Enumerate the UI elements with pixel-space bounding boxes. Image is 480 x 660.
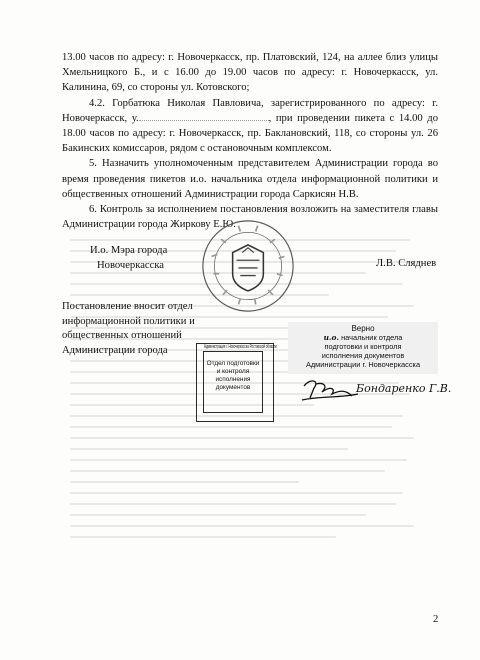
certification-role: начальник отдела (341, 333, 403, 342)
handwritten-signature-icon (300, 374, 360, 404)
certification-line-3: исполнения документов (321, 351, 405, 360)
stamp-center-text: Отдел подготовки и контроля исполнения документов (206, 360, 260, 391)
page-number: 2 (433, 614, 439, 625)
paragraph-2-end: , при проведении пикета с 14.00 до 18.00 часов по адресу: г. Новочеркасск, пр. Баклановский, 118, со стороны ул. 26 Бакинских комиссаров, рядом с остановочным комплексом. (62, 112, 438, 155)
paragraph-4: 6. Контроль за исполнением постановления возложить на заместителя главы Администрации города Жиркову Е.Ю. (62, 204, 438, 231)
certification-line-1 (288, 333, 438, 342)
certification-line-4: Администрации г. Новочеркасска (305, 360, 421, 369)
signatory-name: Л.В. Сляднев (376, 258, 437, 269)
signatory-title (90, 243, 167, 273)
body-text (62, 50, 438, 232)
certification-title: Верно (351, 324, 375, 333)
certification-box (288, 322, 438, 374)
redacted-blank (139, 112, 269, 121)
paragraph-3: 5. Назначить уполномоченным представителем Администрации города во время проведения пикетов и.о. начальника отдела информационной политики и общественных отношений Администрации города Саркисян Н.В. (62, 158, 438, 200)
round-seal-icon (200, 218, 296, 314)
signatory-line-1: И.о. Мэра города (90, 245, 168, 256)
paragraph-2-start: 4.2. Горбатюка Николая Павловича, зарегистрированного по адресу: г. Новочеркасск, у. (62, 97, 438, 124)
paragraph-2 (62, 96, 438, 157)
submitted-by-note: Постановление вносит отдел информационной политики и общественных отношений Администрации города (62, 301, 195, 356)
certification-prefix: и.о. (323, 333, 340, 342)
signatory-line-2: Новочеркасска (97, 260, 165, 271)
stamp-ring-text: Администрация г. Новочеркасска Ростовской области (204, 344, 277, 350)
certification-line-2: подготовки и контроля (324, 342, 402, 351)
handwritten-name: Бондаренко Г.В. (356, 382, 452, 395)
paragraph-1: 13.00 часов по адресу: г. Новочеркасск, пр. Платовский, 124, на аллее близ улицы Хмельницкого Б., и с 16.00 до 19.00 часов по адресу: г. Новочеркасск, ул. Калинина, 69, со стороны ул. Котовского; (62, 52, 438, 94)
